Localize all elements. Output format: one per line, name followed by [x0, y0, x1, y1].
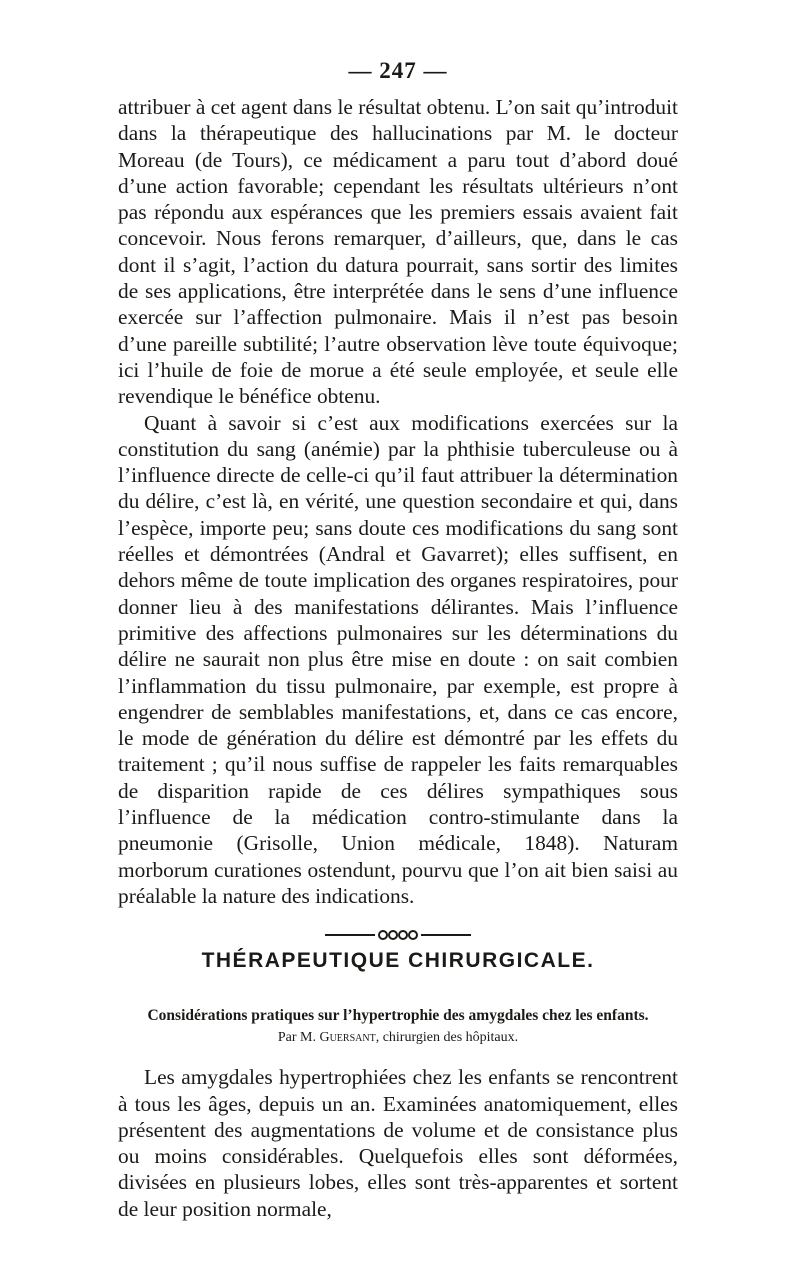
paragraph-delire: Quant à savoir si c’est aux modifications exercées sur la constitution du sang (anémie) par la phthisie tuberculeuse ou à l’influence directe de celle-ci qu’il faut attribuer la détermination du délire, c’est là, en vérité, une question secondaire et qui, dans l’espèce, importe peu; sans doute ces modifications du sang sont réelles et démontrées (Andral et Gavarret); elles suffisent, en dehors même de toute implication des organes respiratoires, pour donner lieu à des manifestations délirantes. Mais l’influence primitive des affections pulmonaires sur les déterminations du délire ne saurait non plus être mise en doute : on sait combien l’inflammation du tissu pulmonaire, par exemple, est propre à engendrer de semblables manifestations, et, dans ce cas encore, le mode de génération du délire est démontré par les effets du traitement ; qu’il nous suffise de rappeler les faits remarquables de disparition rapide de ces délires sympathiques sous l’influence de la médication contro-stimulante dans la pneumonie (Grisolle, Union médicale, 1848). Naturam morborum curationes ostendunt, pourvu que l’on ait bien saisi au préalable la nature des indications.	[118, 410, 678, 908]
page-number: — 247 —	[348, 58, 448, 83]
byline-suffix: , chirurgien des hôpitaux.	[375, 1030, 519, 1046]
section-heading: THÉRAPEUTIQUE CHIRURGICALE.	[201, 949, 595, 973]
ornamental-rule	[118, 923, 678, 947]
ornament-divider-icon	[323, 927, 473, 943]
paragraph-datura: attribuer à cet agent dans le résultat obtenu. L’on sait qu’introduit dans la thérapeutique des hallucinations par M. le docteur Moreau (de Tours), ce médicament a paru tout d’abord doué d’une action favorable; cependant les résultats ultérieurs n’ont pas répondu aux espérances que les premiers essais avaient fait concevoir. Nous ferons remarquer, d’ailleurs, que, dans le cas dont il s’agit, l’action du datura pourrait, sans sortir des limites de ses applications, être interprétée dans le sens d’une influence exercée sur l’affection pulmonaire. Mais il n’est pas besoin d’une pareille subtilité; l’autre observation lève toute équivoque; ici l’huile de foie de morue a été seule employée, et seule elle revendique le bénéfice obtenu.	[118, 95, 678, 409]
article-title: Considérations pratiques sur l’hypertrophie des amygdales chez les enfants.	[147, 1007, 649, 1025]
byline-author: Guersant	[319, 1030, 376, 1046]
article-body: Les amygdales hypertrophiées chez les enfants se rencontrent à tous les âges, depuis un an. Examinées anatomiquement, elles présentent des augmentations de volume et de consistance plus ou moins considérables. Quelquefois elles sont déformées, divisées en plusieurs lobes, elles sont très-apparentes et sortent de leur position normale,	[118, 1065, 678, 1221]
article-byline	[118, 1030, 678, 1046]
byline-prefix: Par M.	[277, 1030, 316, 1046]
